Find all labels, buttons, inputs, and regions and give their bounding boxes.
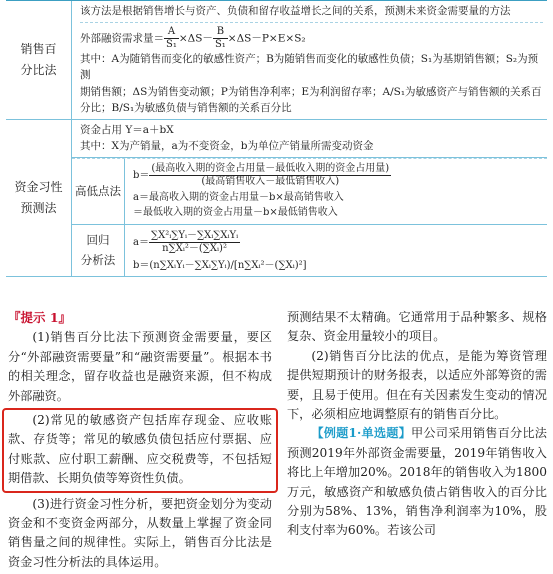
a-fraction	[149, 230, 240, 255]
formula-prefix: 外部融资需求量＝	[80, 32, 164, 44]
sales-intro: 该方法是根据销售增长与资产、负债和留存收益增长之间的关系，预测未来资金需要量的方法	[80, 3, 543, 23]
tip-paragraph-2: (2)常见的敏感资产包括库存现金、应收账款、存货等；常见的敏感负债包括应付票据、应付账款、应付职工薪酬、应交税费等，不包括短期借款、长期负债等筹资性负债。	[8, 413, 272, 486]
b-formula	[133, 162, 541, 190]
tip-title: 『提示 1』	[8, 310, 72, 325]
capital-habit-label	[6, 120, 72, 277]
frac-num: (最高收入期的资金占用量－最低收入期的资金占用量)	[151, 162, 390, 174]
b-fraction	[149, 163, 391, 188]
tip-column-left	[8, 308, 272, 572]
a-formula-1: a＝最高收入期的资金占用量－b×最高销售收入	[133, 191, 344, 203]
fraction-b-s1	[213, 26, 228, 51]
regression-a	[133, 228, 541, 258]
formula-mid: ×ΔS－	[178, 32, 213, 44]
label-line: 分比法	[20, 62, 57, 77]
frac-den: (最高销售收入－最低销售收入)	[201, 175, 340, 187]
external-financing-formula	[80, 26, 543, 51]
fraction-a-s1	[164, 26, 179, 51]
example-text: 甲公司采用销售百分比法预测2019年外部资金需要量，2019年销售收入将比上年增加20%。2018年的销售收入为1800万元，敏感资产和敏感负债占销售收入的百分比分别为58%、13%，销售净利润率为10%，股利支付率为60%。若该公司	[287, 426, 547, 538]
where-line: 其中：A为随销售而变化的敏感性资产；B为随销售而变化的敏感性负债；S₁为基期销售额；S₂为预测	[80, 52, 539, 81]
method-table	[6, 0, 547, 277]
regression-label	[72, 225, 125, 277]
highlight-box	[2, 408, 278, 493]
regression-b: b＝(n∑XᵢYᵢ－∑Xᵢ∑Yᵢ)/[n∑Xᵢ²－(∑Xᵢ)²]	[133, 259, 307, 271]
high-low-content	[125, 159, 547, 224]
a-formula-2: ＝最低收入期的资金占用量－b×最低销售收入	[133, 207, 338, 218]
habit-formula-block	[72, 120, 547, 158]
capital-habit-row	[6, 120, 547, 278]
high-low-label: 高低点法	[72, 159, 125, 224]
regression-subrow	[72, 224, 547, 277]
label-line: 分析法	[80, 253, 116, 268]
tip-paragraph-3: (3)进行资金习性分析，要把资金划分为变动资金和不变资金两部分，从数量上掌握了资金同销售量之间的规律性。实际上，销售百分比法是资金习性分析法的具体运用。	[8, 496, 272, 569]
label-line: 资金习性	[14, 179, 63, 194]
tip-paragraph-1: (1)销售百分比法下预测资金需要量，要区分“外部融资需要量”和“融资需要量”。根据本书的相关理念，留存收益也是融资来源，但不构成外部融资。	[8, 330, 272, 403]
where-line: 期销售额；ΔS为销售变动额；P为销售净利率；E为利润留存率；A/S₁为敏感资产与销售额的关系百	[80, 85, 542, 98]
frac-num: ∑X²ᵢ∑Yᵢ－∑Xᵢ∑XᵢYᵢ	[150, 229, 239, 241]
label-line: 回归	[86, 233, 110, 248]
example-paragraph	[287, 424, 547, 540]
frac-num: A	[164, 26, 179, 39]
formula-suffix: ×ΔS－P×E×S₂	[227, 32, 306, 44]
a-prefix: a＝	[133, 236, 149, 248]
regression-content	[125, 225, 547, 277]
text-column-right	[287, 308, 547, 541]
frac-den: S₁	[166, 38, 177, 50]
b-prefix: b＝	[133, 169, 150, 181]
frac-den: S₁	[214, 38, 226, 50]
label-line: 销售百	[20, 41, 57, 56]
sales-percentage-content	[72, 1, 547, 119]
capital-habit-content	[72, 120, 547, 277]
label-line: 预测法	[20, 200, 57, 215]
habit-where: 其中：X为产销量，a为不变资金，b为单位产销量所需变动资金	[80, 140, 374, 152]
where-line: 分比；B/S₁为敏感负债与销售额的关系百分比	[80, 102, 292, 114]
sales-percentage-label	[6, 1, 72, 119]
right-paragraph-2: (2)销售百分比法的优点，是能为筹资管理提供短期预计的财务报表，以适应外部筹资的需要，且易于使用。但在有关因素发生变动的情况下，必须相应地调整原有的销售百分比。	[287, 348, 547, 422]
frac-den: n∑Xᵢ²－(∑Xᵢ)²	[162, 242, 227, 254]
sales-percentage-row	[6, 1, 547, 120]
high-low-subrow	[72, 158, 547, 224]
frac-num: B	[213, 26, 228, 39]
right-paragraph-1: 预测结果不太精确。它通常用于品种繁多、规格复杂、资金用量较小的项目。	[287, 310, 547, 344]
habit-formula: 资金占用 Y＝a＋bX	[80, 123, 174, 136]
example-label: 【例题1·单选题】	[311, 426, 411, 441]
